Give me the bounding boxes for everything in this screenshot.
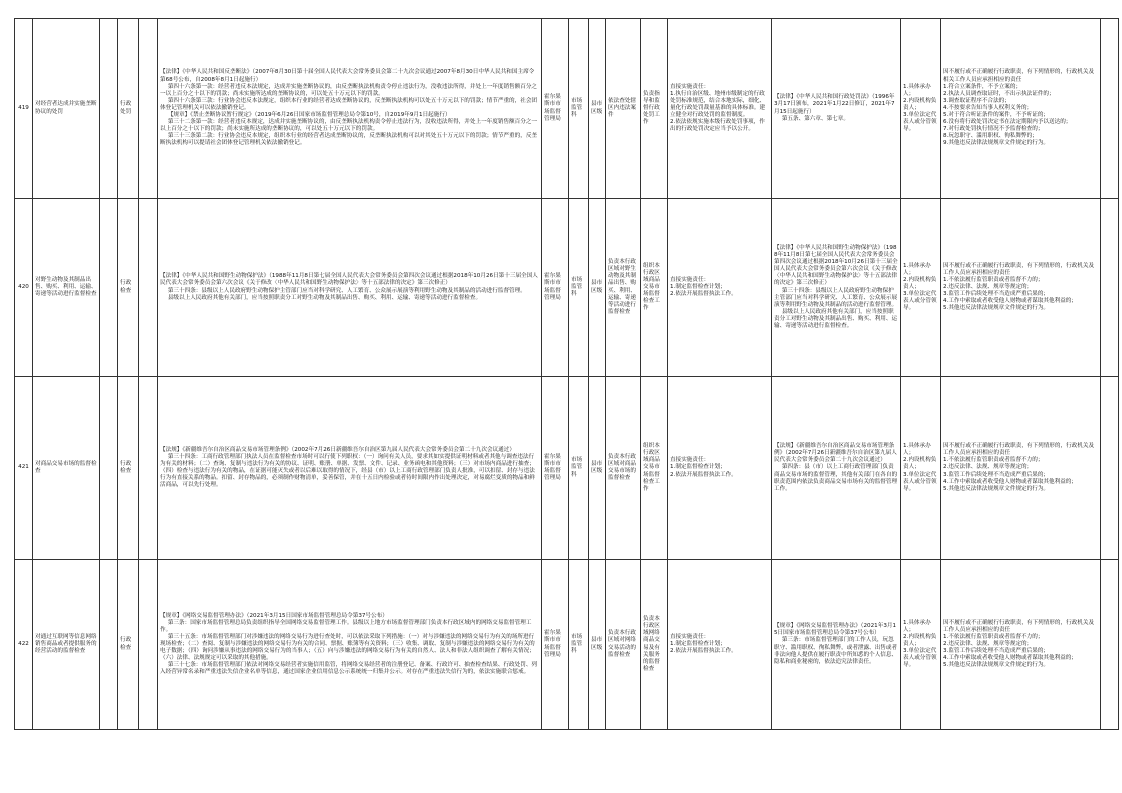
liability-paragraph: 8.玩忽职守、滥用职权、徇私舞弊的；	[943, 133, 1038, 140]
holder-paragraph: 3.单位法定代表人或分管领导。	[903, 112, 937, 133]
responsible-department: 市场监管科	[569, 377, 589, 560]
blank-cell	[1101, 199, 1119, 377]
liability-paragraph: 3.调查取证程序不合法的；	[943, 97, 1010, 104]
holder-paragraph: 3.单位法定代表人或分管领导。	[903, 648, 937, 669]
duty-paragraph: 1.制定监督检查计划；	[670, 464, 726, 471]
basis-paragraph: 【规章】《禁止垄断协议暂行规定》（2019年6月26日国家市场监督管理总局令第10号，自2019年9月1日起施行）	[167, 112, 451, 119]
row-number: 421	[15, 377, 33, 560]
liability-paragraph: 4.不按要求告知当事人权利义务的；	[943, 104, 1033, 111]
liability-paragraph: 2.执法人员调查取证时，不出示执法证件的；	[943, 90, 1055, 97]
basis-paragraph: 【法律】《中华人民共和国反垄断法》（2007年8月30日第十届全国人民代表大会常务委员会第二十九次会议通过2007年8月30日中华人民共和国主席令第68号公布，自2008年8月1日起施行）	[160, 69, 535, 83]
basis-paragraph: 县级以上人民政府其他有关部门，应当按照职责分工对野生动物及其制品出售、购买、利用、运输、寄递等活动进行监督检查。	[167, 294, 482, 301]
legal-basis	[158, 377, 542, 560]
liability-paragraph: 1.不依法履行监管职责或者监督不力的；	[943, 633, 1044, 640]
basis-paragraph: 【法规】《新疆维吾尔自治区商品交易市场管理条例》（2002年7月26日新疆维吾尔自治区第九届人民代表大会常务委员会第二十九次会议通过）	[160, 446, 515, 453]
duty-paragraph: 2.依法开展监督执法工作。	[670, 648, 737, 655]
blank-cell	[100, 19, 118, 199]
item-type: 行政检查	[118, 377, 139, 560]
blank-cell	[139, 377, 158, 560]
implementing-subject: 霍尔果斯市市场监督管理局	[542, 199, 569, 377]
responsibility-table	[14, 18, 1119, 730]
blank-cell	[139, 199, 158, 377]
duty-paragraph: 2.依法开展监督执法工作。	[670, 471, 737, 478]
implementation-duty	[668, 199, 772, 377]
duty-paragraph: 1.制定监督检查计划；	[670, 283, 726, 290]
accountability-law	[772, 560, 901, 730]
liability-paragraph: 1.不依法履行监管职责或者监督不力的；	[943, 457, 1044, 464]
responsible-persons	[901, 19, 941, 199]
law-paragraph: 县级以上人民政府其他有关部门，应当按照职责分工对野生动物及其制品出售、购买、利用、运输、寄递等活动进行监督检查。	[774, 308, 898, 329]
liability-paragraph: 因不履行或不正确履行行政职责，有下列情形的，行政机关及工作人员应承担相应的责任	[943, 619, 1095, 633]
blank-cell	[1101, 560, 1119, 730]
implementing-subject: 霍尔果斯市市场监督管理局	[542, 377, 569, 560]
basis-paragraph: 第三十五条：市场监督管理部门对涉嫌违法的网络交易行为进行查处时，可以依法采取下列措施：（一）对与涉嫌违法的网络交易行为有关的场所进行现场检查；（二）查阅、复制与涉嫌违法的网络交易行为有关的合同、票据、账簿等有关资料；（三）收集、调取、复制与涉嫌违法的网络交易行为有关的电子数据；（四）询问涉嫌从事违法的网络交易行为的当事人；（五）向与涉嫌违法的网络交易行为有关的自然人、法人和非法人组织调查了解有关情况；（六）法律、法规规定可以采取的其他措施。	[160, 633, 535, 662]
liability-paragraph: 2.违反法律、法规、规章等规定的；	[943, 283, 1033, 290]
law-paragraph: 第四条：县（市）以上工商行政管理部门负责商品交易市场的监督管理，其他有关部门在各自的职责范围内依法负责商品交易市场有关的监督管理工作。	[774, 464, 898, 492]
administrative-level: 县市区级	[589, 560, 606, 730]
accountability-law	[772, 377, 901, 560]
law-paragraph: 【法律】《中华人民共和国野生动物保护法》（1988年11月8日第七届全国人民代表大会常务委员会第四次会议通过根据2018年10月26日第十三届全国人民代表大会常务委员会第六次会议《关于修改〈中华人民共和国野生动物保护法〉等十五部法律的决定》第三次修正）	[774, 244, 898, 287]
law-paragraph: 第三条：市场监督管理部门的工作人员，玩忽职守、滥用职权、徇私舞弊，或者泄露、出售或者非法向他人提供在履行职责中所知悉的个人信息、隐私和商业秘密的，依法追究法律责任。	[774, 637, 898, 665]
law-paragraph: 【法律】《中华人民共和国行政处罚法》（1996年3月17日颁布，2021年1月22日修订，2021年7月15日起施行）	[774, 94, 895, 115]
blank-cell	[1101, 19, 1119, 199]
basis-paragraph: 第三条：国家市场监督管理总局负责组织指导全国网络交易监督管理工作。县级以上地方市场监督管理部门负责本行政区域内的网络交易监督管理工作。	[160, 619, 532, 633]
liability-paragraph: 7.对行政处罚执行情况不予监督检查的；	[943, 126, 1044, 133]
liability-paragraph: 因不履行或不正确履行行政职责，有下列情形的，行政机关及工作人员应承担相应的责任	[943, 443, 1095, 457]
duty-paragraph: 1.制定监督检查计划；	[670, 640, 726, 647]
holder-paragraph: 3.单位法定代表人或分管领导。	[903, 291, 937, 312]
responsibility-scope: 负责本行政区域网络商品交易及有关服务的监督检查	[641, 560, 668, 730]
item-name: 对通过互联网等信息网络销售商品或者提供服务的经营活动的监督检查	[33, 560, 100, 730]
holder-paragraph: 2.内设机构负责人；	[903, 276, 937, 290]
liability-paragraph: 1.不依法履行监管职责或者监督不力的；	[943, 276, 1044, 283]
blank-cell	[139, 19, 158, 199]
duty-paragraph: 直接实施责任：	[670, 457, 710, 464]
implementation-duty	[668, 377, 772, 560]
liability-paragraph: 1.符合立案条件，不予立案的；	[943, 83, 1022, 90]
blank-cell	[100, 560, 118, 730]
liability-items	[941, 377, 1101, 560]
duty-paragraph: 2.依法依规实施本级行政处罚事项，作出的行政处罚决定应当予以公开。	[670, 119, 765, 133]
implementing-subject: 霍尔果斯市市场监督管理局	[542, 19, 569, 199]
holder-paragraph: 2.内设机构负责人；	[903, 97, 937, 111]
basis-paragraph: 【规章】《网络交易监督管理办法》（2021年3月15日国家市场监督管理总局令第37号公布）	[160, 612, 388, 619]
liability-paragraph: 4.工作中索取或者收受他人财物或者谋取其他利益的；	[943, 478, 1077, 485]
duty-paragraph: 直接实施责任：	[670, 83, 710, 90]
holder-paragraph: 1.具体承办人；	[903, 619, 931, 633]
liability-paragraph: 2.违反法律、法规、规章等规定的；	[943, 464, 1033, 471]
item-type: 行政处罚	[118, 19, 139, 199]
legal-basis	[158, 19, 542, 199]
item-name: 对野生动物及其制品出售、购买、利用、运输、寄递等活动进行监督检查	[33, 199, 100, 377]
law-paragraph: 第五条、第六章、第七章。	[781, 115, 849, 122]
scope-note: 负责本行政区域对野生动物及其制品出售、购买、利用、运输、寄递等活动进行监督检查	[606, 199, 641, 377]
blank-cell	[139, 560, 158, 730]
liability-paragraph: 6.没有将行政处罚决定书在法定期限内予以送达的；	[943, 119, 1072, 126]
duty-paragraph: 直接实施责任：	[670, 633, 710, 640]
liability-items	[941, 19, 1101, 199]
basis-paragraph: 第三十三条第二款：行业协会违反本规定，组织本行业的经营者达成垄断协议的，反垄断执法机构可以对其处五十万元以下的罚款；情节严重的，反垄断执法机构可以提请社会团体登记管理机关依法撤销登记。	[160, 133, 538, 147]
scope-note: 依法查处辖区内违法案件	[606, 19, 641, 199]
liability-paragraph: 3.监管工作后续处理不当造成严重后果的；	[943, 471, 1050, 478]
liability-items	[941, 560, 1101, 730]
accountability-law	[772, 19, 901, 199]
basis-paragraph: 第三十四条：工商行政管理部门执法人员在监督检查市场时可以行使下列职权：（一）询问有关人员，要求其如实提供证明材料或者其他与调查违法行为有关的材料；（二）查询、复制与违法行为有关的协议、证明、账册、单据、发票、文件、记录、业务函电和其他资料；（三）对市场内商品进行抽查；（四）检查与违法行为有关的物品，在证据可能灭失或者以后难以取得的情况下，经县（市）以上工商行政管理部门负责人批准，可以扣留、封存与违法行为有直接关系的物品。扣留、封存物品的，必须制作财物清单，妥善保管，并在十五日内检验或者待时间限内作出处理决定，对易腐烂变质的物品和鲜活商品，可以先行处理。	[160, 453, 535, 489]
liability-paragraph: 5.其他违反法律法规规章文件规定的行为。	[943, 485, 1050, 492]
responsible-persons	[901, 560, 941, 730]
item-type: 行政检查	[118, 560, 139, 730]
liability-paragraph: 3.监管工作后续处理不当造成严重后果的；	[943, 291, 1050, 298]
liability-paragraph: 5.对于符合听证条件的案件，不予听证的；	[943, 112, 1050, 119]
duty-paragraph: 1.执行自治区级、地州市级制定的行政处罚标准规范，结合本地实际，细化、量化行政处罚裁量基准的具体标准。建立健全对行政处罚的监督制度。	[670, 90, 766, 119]
basis-paragraph: 第三十二条第一款：经营者违反本规定，达成并实施垄断协议的，由反垄断执法机构责令停止违法行为，没收违法所得，并处上一年度销售额百分之一以上百分之十以下的罚款；尚未实施所达成的垄断协议的，可以处五十万元以下的罚款。	[160, 119, 538, 133]
responsibility-scope: 组织本行政区域商品交易市场监督检查工作	[641, 199, 668, 377]
implementation-duty	[668, 19, 772, 199]
responsible-persons	[901, 377, 941, 560]
holder-paragraph: 3.单位法定代表人或分管领导。	[903, 471, 937, 492]
liability-items	[941, 199, 1101, 377]
law-paragraph: 【规章】《网络交易监督管理办法》（2021年3月15日国家市场监督管理总局令第37号公布）	[774, 623, 897, 637]
item-name: 对商品交易市场的监督检查	[33, 377, 100, 560]
duty-paragraph: 直接实施责任：	[670, 276, 710, 283]
item-name: 对经营者达成并实施垄断协议的处罚	[33, 19, 100, 199]
liability-paragraph: 4.工作中索取或者收受他人财物或者谋取其他利益的；	[943, 655, 1077, 662]
liability-paragraph: 9.其他违反法律法规规章文件规定的行为。	[943, 140, 1050, 147]
basis-paragraph: 第四十六条第一款：经营者违反本法规定，达成并实施垄断协议的，由反垄断执法机构责令停止违法行为，没收违法所得，并处上一年度销售额百分之一以上百分之十以下的罚款；尚未实施所达成的垄断协议的，可以处五十万元以下的罚款。	[160, 83, 538, 97]
basis-paragraph: 【法律】《中华人民共和国野生动物保护法》（1988年11月8日第七届全国人民代表大会常务委员会第四次会议通过根据2018年10月26日第十三届全国人民代表大会常务委员会第六次会议《关于修改〈中华人民共和国野生动物保护法〉等十五部法律的决定》第三次修正）	[160, 273, 538, 287]
liability-paragraph: 2.违反法律、法规、规章等规定的；	[943, 640, 1033, 647]
liability-paragraph: 5.其他违反法律法规规章文件规定的行为。	[943, 305, 1050, 312]
liability-paragraph: 因不履行或不正确履行行政职责，有下列情形的，行政机关及工作人员应承担相应的责任	[943, 262, 1095, 276]
row-number: 419	[15, 19, 33, 199]
basis-paragraph: 第三十七条：市场监督管理部门依法对网络交易经营者实施信用监管，将网络交易经营者的注册登记、备案、行政许可、抽查检查结果、行政处罚、列入经营异常名录和严重违法失信企业名单等信息，通过国家企业信用信息公示系统统一归集并公示。对存在严重违法失信行为的，依法实施联合惩戒。	[160, 662, 538, 676]
holder-paragraph: 2.内设机构负责人；	[903, 633, 937, 647]
responsibility-scope: 组织本行政区域商品交易市场监督检查工作	[641, 377, 668, 560]
liability-paragraph: 5.其他违反法律法规规章文件规定的行为。	[943, 662, 1050, 669]
legal-basis	[158, 560, 542, 730]
row-number: 420	[15, 199, 33, 377]
responsible-persons	[901, 199, 941, 377]
item-type: 行政检查	[118, 199, 139, 377]
table-row	[15, 199, 1119, 377]
administrative-level: 县市区级	[589, 377, 606, 560]
holder-paragraph: 2.内设机构负责人；	[903, 457, 937, 471]
blank-cell	[100, 377, 118, 560]
basis-paragraph: 第四十六条第三款：行业协会违反本法规定，组织本行业的经营者达成垄断协议的，反垄断执法机构可以处五十万元以下的罚款；情节严重的，社会团体登记管理机关可以依法撤销登记。	[160, 97, 538, 111]
basis-paragraph: 第三十四条：县级以上人民政府野生动物保护主管部门应当对科学研究、人工繁育、公众展示展演等利用野生动物及其制品的活动进行监督管理。	[167, 287, 526, 294]
holder-paragraph: 1.具体承办人；	[903, 443, 931, 457]
scope-note: 负责本行政区域对网络交易活动的监督检查	[606, 560, 641, 730]
liability-paragraph: 4.工作中索取或者收受他人财物或者谋取其他利益的；	[943, 298, 1077, 305]
implementation-duty	[668, 560, 772, 730]
table-row	[15, 377, 1119, 560]
law-paragraph: 【法规】《新疆维吾尔自治区商品交易市场管理条例》（2002年7月26日新疆维吾尔自治区第九届人民代表大会常务委员会第二十九次会议通过）	[774, 443, 897, 464]
liability-paragraph: 因不履行或不正确履行行政职责，有下列情形的，行政机关及相关工作人员应承担相应的责任	[943, 69, 1095, 83]
table-row	[15, 19, 1119, 199]
administrative-level: 县市区级	[589, 19, 606, 199]
accountability-law	[772, 199, 901, 377]
blank-cell	[1101, 377, 1119, 560]
holder-paragraph: 1.具体承办人；	[903, 262, 931, 276]
responsible-department: 市场监管科	[569, 560, 589, 730]
blank-cell	[100, 199, 118, 377]
legal-basis	[158, 199, 542, 377]
law-paragraph: 第三十四条：县级以上人民政府野生动物保护主管部门应当对科学研究、人工繁育、公众展示展演等利用野生动物及其制品的活动进行监督管理。	[774, 287, 898, 308]
holder-paragraph: 1.具体承办人；	[903, 83, 931, 97]
row-number: 422	[15, 560, 33, 730]
responsible-department: 市场监管科	[569, 199, 589, 377]
responsibility-scope: 负责指导和监督行政处罚工作	[641, 19, 668, 199]
scope-note: 负责本行政区域对商品交易市场的监督检查	[606, 377, 641, 560]
implementing-subject: 霍尔果斯市市场监督管理局	[542, 560, 569, 730]
table-row	[15, 560, 1119, 730]
liability-paragraph: 3.监管工作后续处理不当造成严重后果的；	[943, 648, 1050, 655]
duty-paragraph: 2.依法开展监督执法工作。	[670, 291, 737, 298]
administrative-level: 县市区级	[589, 199, 606, 377]
responsible-department: 市场监管科	[569, 19, 589, 199]
